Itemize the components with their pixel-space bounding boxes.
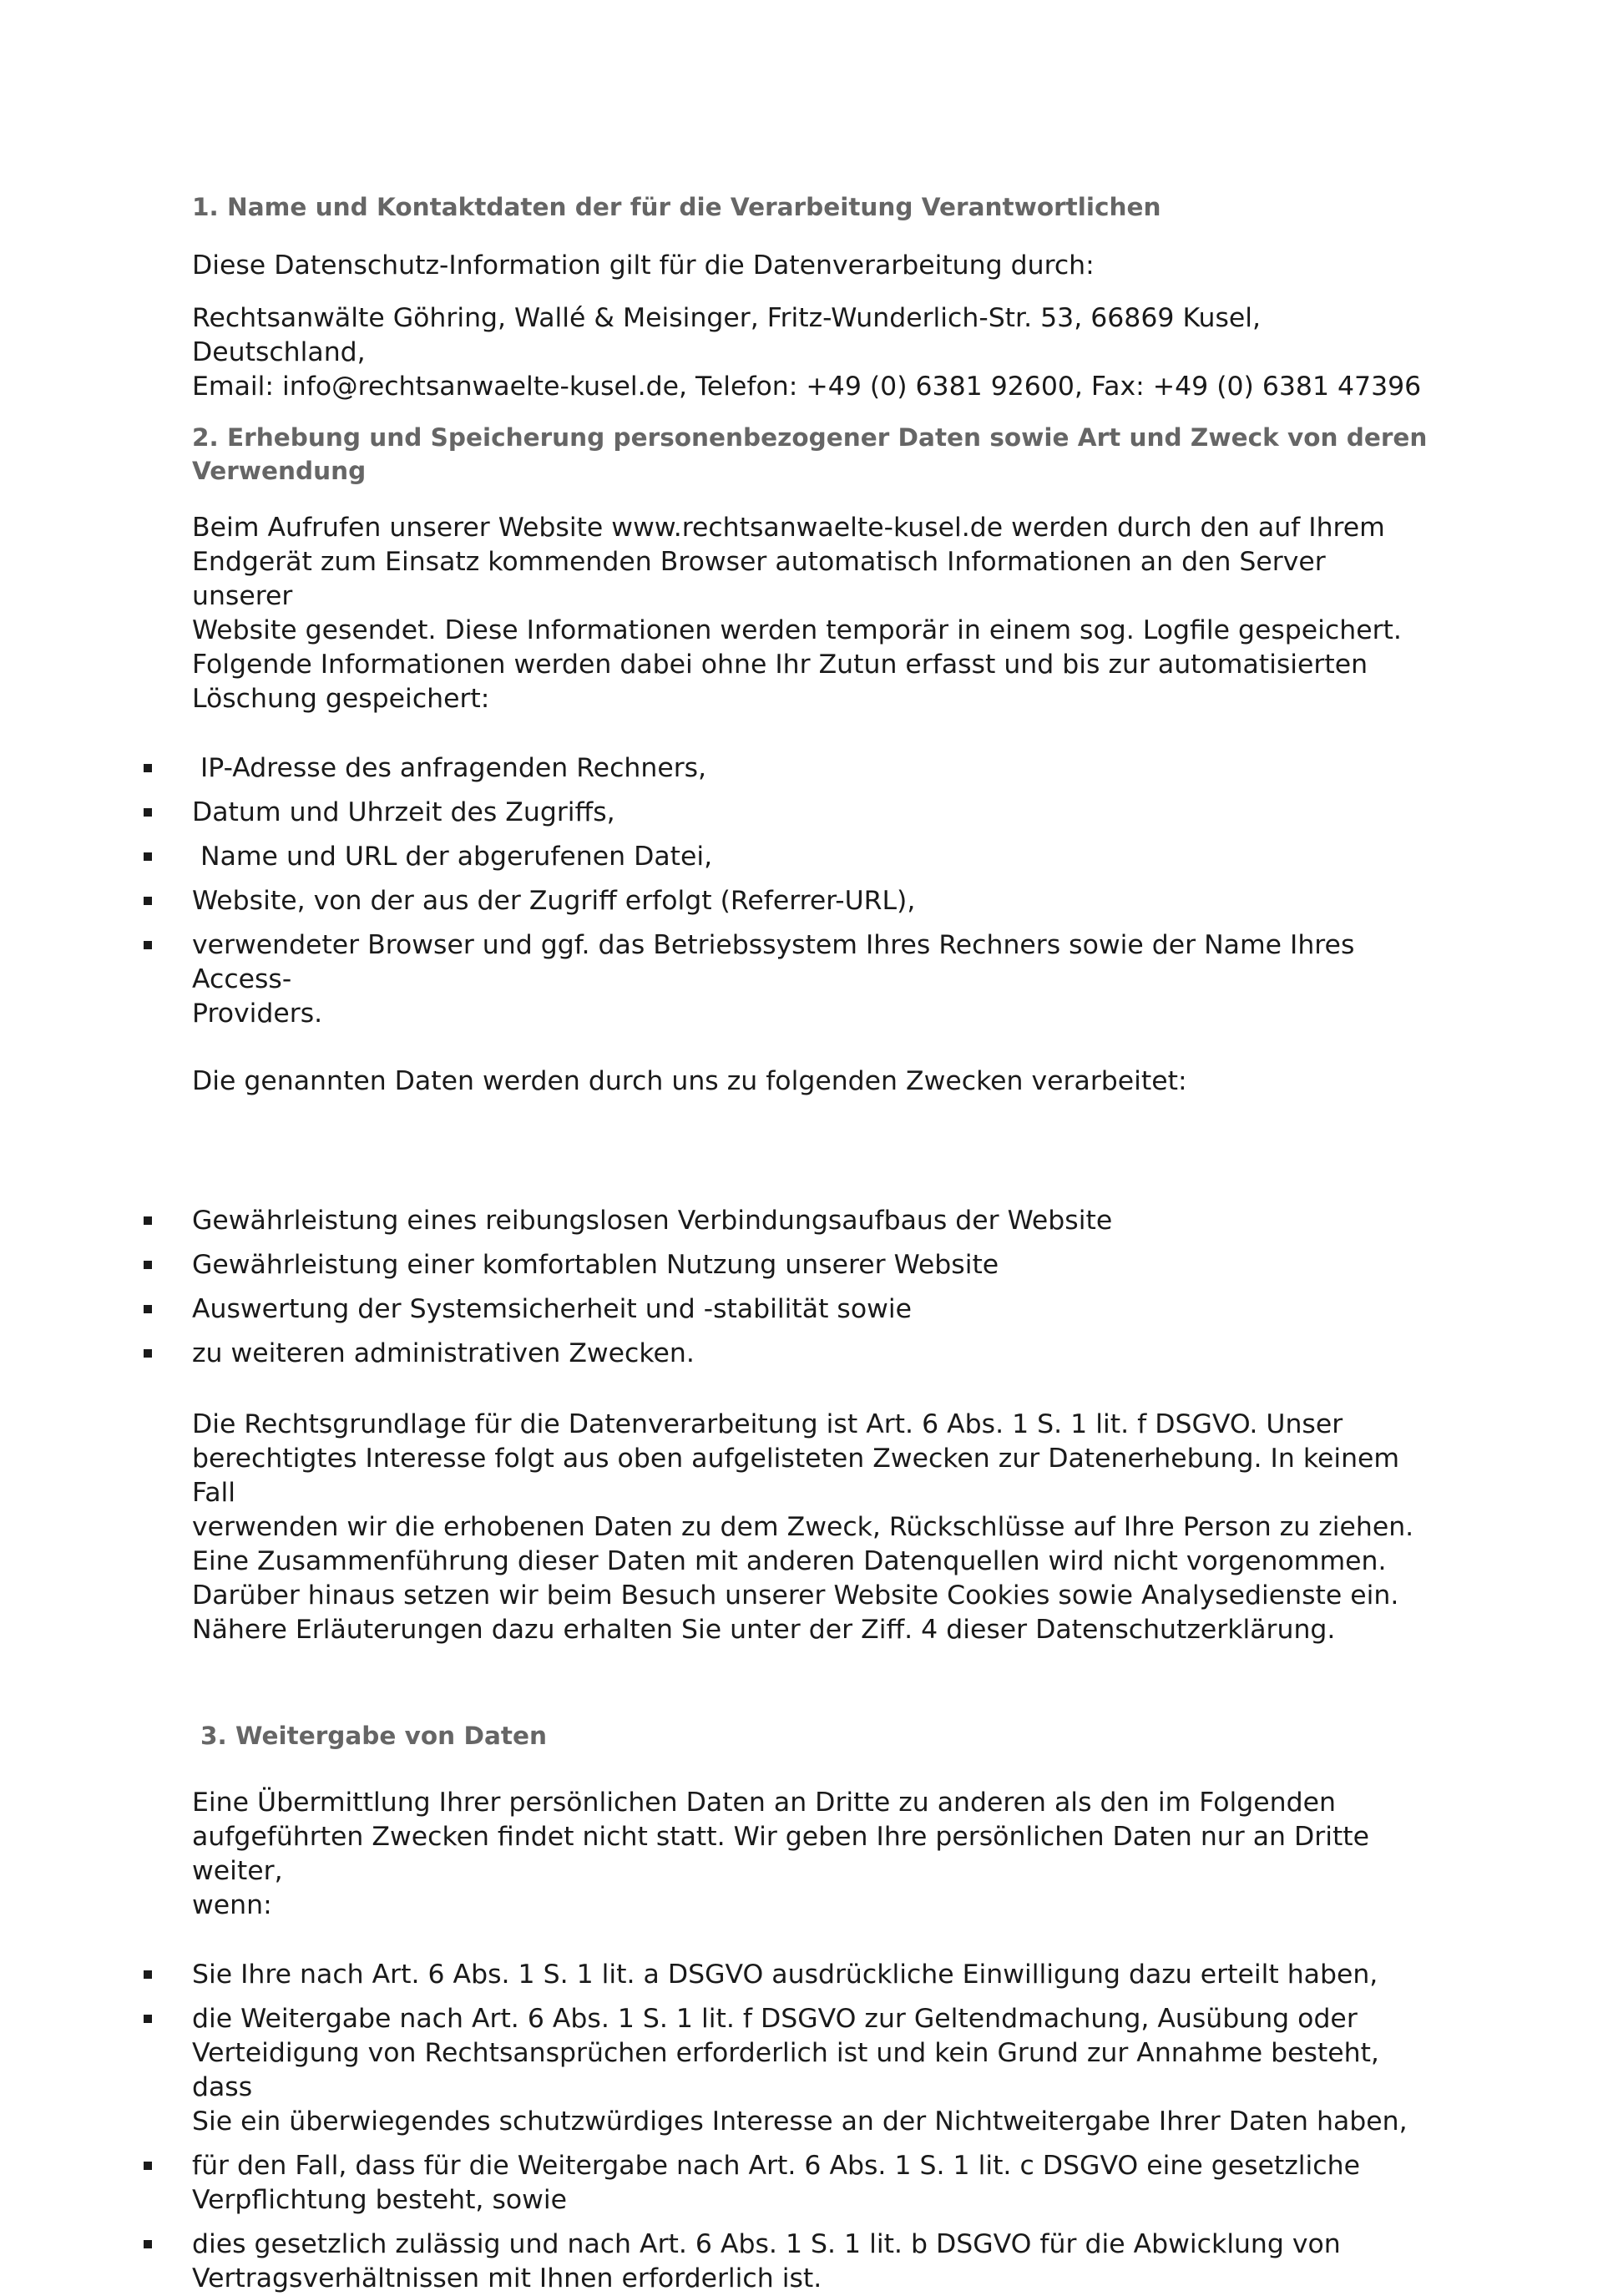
square-bullet-icon [144, 1349, 152, 1358]
square-bullet-icon [144, 1970, 152, 1979]
paragraph-line: Folgende Informationen werden dabei ohne Ihr Zutun erfasst und bis zur automatisierten [192, 650, 1368, 680]
square-bullet-icon [144, 1305, 152, 1313]
list-item: Auswertung der Systemsicherheit und -stabilität sowie [192, 1292, 1428, 1327]
square-bullet-icon [144, 2240, 152, 2248]
square-bullet-icon [144, 2015, 152, 2023]
transfer-conditions-list [192, 1958, 1428, 2296]
list-item: Name und URL der abgerufenen Datei, [192, 840, 1428, 874]
list-item: Website, von der aus der Zugriff erfolgt (Referrer-URL), [192, 884, 1428, 918]
paragraph-line: Eine Übermittlung Ihrer persönlichen Daten an Dritte zu anderen als den im Folgenden [192, 1788, 1336, 1818]
paragraph-line: Darüber hinaus setzen wir beim Besuch unserer Website Cookies sowie Analysedienste ein. [192, 1580, 1399, 1611]
paragraph-line: Beim Aufrufen unserer Website www.rechtsanwaelte-kusel.de werden durch den auf Ihrem [192, 513, 1385, 543]
list-item: verwendeter Browser und ggf. das Betriebssystem Ihres Rechners sowie der Name Ihres Access- Providers. [192, 928, 1428, 1031]
square-bullet-icon [144, 897, 152, 905]
paragraph-line: berechtigtes Interesse folgt aus oben aufgelisteten Zwecken zur Datenerhebung. In keinem Fall [192, 1444, 1400, 1508]
square-bullet-icon [144, 2162, 152, 2170]
section-2-heading-line-1: 2. Erhebung und Speicherung personenbezogener Daten sowie Art und Zweck von deren [192, 423, 1428, 452]
section-1-heading: 1. Name und Kontaktdaten der für die Verarbeitung Verantwortlichen [192, 193, 1161, 221]
square-bullet-icon [144, 852, 152, 861]
square-bullet-icon [144, 1216, 152, 1225]
address-line-2: Email: info@rechtsanwaelte-kusel.de, Telefon: +49 (0) 6381 92600, Fax: +49 (0) 6381 47396 [192, 372, 1422, 402]
list-item: IP-Adresse des anfragenden Rechners, [192, 751, 1428, 786]
address-line-1: Rechtsanwälte Göhring, Wallé & Meisinger, Fritz-Wunderlich-Str. 53, 66869 Kusel, Deutschland, [192, 303, 1262, 367]
list-item: Sie Ihre nach Art. 6 Abs. 1 S. 1 lit. a DSGVO ausdrückliche Einwilligung dazu erteilt haben, [192, 1958, 1428, 1992]
section-1-intro: Diese Datenschutz-Information gilt für die Datenverarbeitung durch: [192, 250, 1095, 281]
paragraph-line: Endgerät zum Einsatz kommenden Browser automatisch Informationen an den Server unserer [192, 547, 1326, 611]
square-bullet-icon [144, 1261, 152, 1269]
logfile-info-list [192, 751, 1428, 1031]
section-2-heading-line-2: Verwendung [192, 457, 367, 485]
square-bullet-icon [144, 764, 152, 772]
list-item: Gewährleistung einer komfortablen Nutzung unserer Website [192, 1248, 1428, 1282]
list-item: Datum und Uhrzeit des Zugriffs, [192, 796, 1428, 830]
section-3-paragraph [192, 1786, 1428, 1923]
purpose-intro: Die genannten Daten werden durch uns zu folgenden Zwecken verarbeitet: [192, 1066, 1187, 1096]
paragraph-line: verwenden wir die erhobenen Daten zu dem Zweck, Rückschlüsse auf Ihre Person zu ziehen. [192, 1512, 1414, 1542]
list-item: zu weiteren administrativen Zwecken. [192, 1337, 1428, 1371]
list-item: dies gesetzlich zulässig und nach Art. 6 Abs. 1 S. 1 lit. b DSGVO für die Abwicklung von Vertragsverhältnissen mit Ihnen erforderlich ist. [192, 2228, 1428, 2296]
list-item: für den Fall, dass für die Weitergabe nach Art. 6 Abs. 1 S. 1 lit. c DSGVO eine gesetzliche Verpflichtung besteht, sowie [192, 2149, 1428, 2218]
paragraph-line: Die Rechtsgrundlage für die Datenverarbeitung ist Art. 6 Abs. 1 S. 1 lit. f DSGVO. Unser [192, 1409, 1343, 1439]
section-3-heading: 3. Weitergabe von Daten [200, 1722, 547, 1750]
square-bullet-icon [144, 941, 152, 949]
list-item: Gewährleistung eines reibungslosen Verbindungsaufbaus der Website [192, 1204, 1428, 1238]
paragraph-line: Eine Zusammenführung dieser Daten mit anderen Datenquellen wird nicht vorgenommen. [192, 1546, 1387, 1576]
square-bullet-icon [144, 808, 152, 817]
paragraph-line: aufgeführten Zwecken findet nicht statt. Wir geben Ihre persönlichen Daten nur an Dritte weiter, [192, 1822, 1370, 1886]
paragraph-line: wenn: [192, 1890, 272, 1920]
paragraph-line: Löschung gespeichert: [192, 684, 490, 714]
purpose-list [192, 1204, 1428, 1371]
document-body [192, 190, 1428, 2296]
list-item: die Weitergabe nach Art. 6 Abs. 1 S. 1 lit. f DSGVO zur Geltendmachung, Ausübung oder Verteidigung von Rechtsansprüchen erforderlich ist und kein Grund zur Annahme besteht, dass Sie ein überwiegendes schutzwürdiges Interesse an der Nichtweitergabe Ihrer Daten haben, [192, 2002, 1428, 2139]
legal-basis-paragraph [192, 1408, 1428, 1647]
section-2-paragraph [192, 511, 1428, 716]
paragraph-line: Website gesendet. Diese Informationen werden temporär in einem sog. Logfile gespeichert. [192, 615, 1402, 645]
paragraph-line: Nähere Erläuterungen dazu erhalten Sie unter der Ziff. 4 dieser Datenschutzerklärung. [192, 1615, 1336, 1645]
